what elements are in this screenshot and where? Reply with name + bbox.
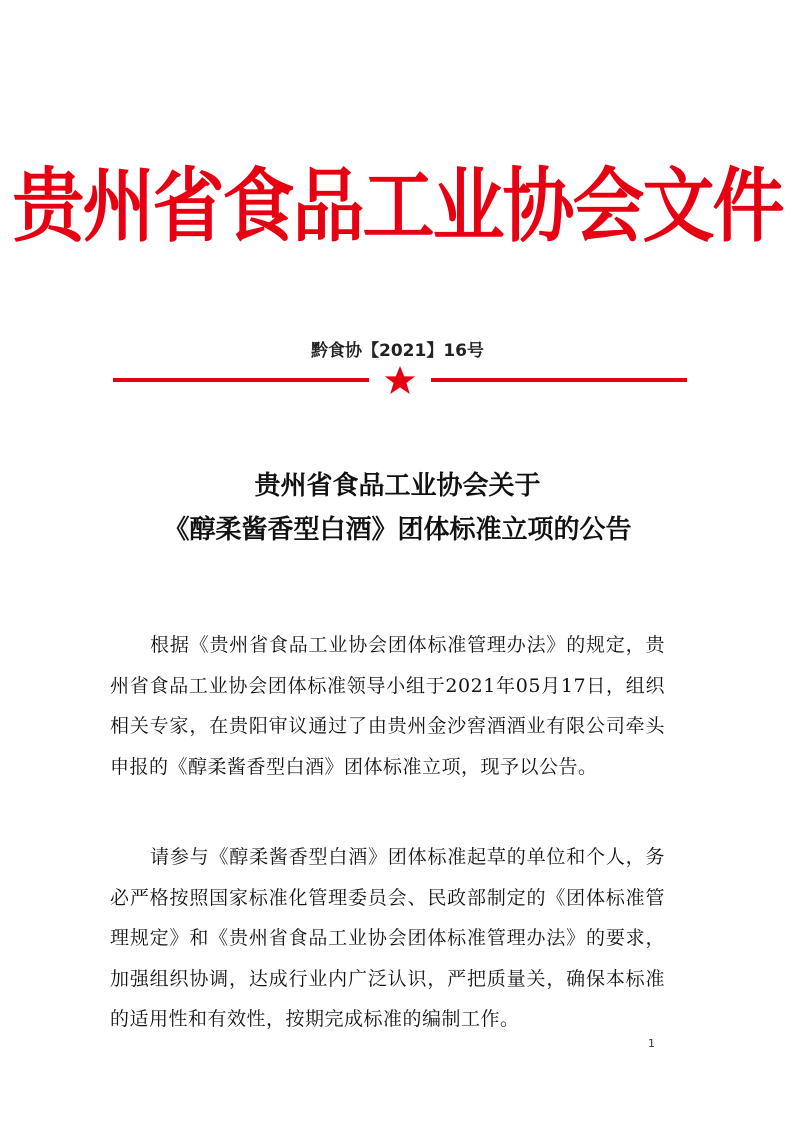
notice-title-line-2: 《醇柔酱香型白酒》团体标准立项的公告 [163, 515, 632, 545]
red-divider-with-star [113, 366, 687, 396]
notice-title-line-1: 贵州省食品工业协会关于 [254, 471, 541, 501]
body-paragraph-2: 请参与《醇柔酱香型白酒》团体标准起草的单位和个人，务必严格按照国家标准化管理委员会、民政部制定的《团体标准管理规定》和《贵州省食品工业协会团体标准管理办法》的要求，加强组织协调，达成行业内广泛认识，严把质量关，确保本标准的适用性和有效性，按期完成标准的编制工作。 [110, 846, 665, 1030]
document-header-title: 贵州省食品工业协会文件 [12, 157, 783, 254]
document-number: 黔食协【2021】16号 [311, 341, 484, 361]
body-paragraph-1: 根据《贵州省食品工业协会团体标准管理办法》的规定，贵州省食品工业协会团体标准领导小组于2021年05月17日，组织相关专家，在贵阳审议通过了由贵州金沙窖酒酒业有限公司牵头申报的《醇柔酱香型白酒》团体标准立项，现予以公告。 [110, 634, 665, 778]
star-icon [385, 366, 415, 394]
divider-line-left [113, 378, 369, 382]
page-number: 1 [648, 1037, 655, 1050]
divider-line-right [431, 378, 687, 382]
